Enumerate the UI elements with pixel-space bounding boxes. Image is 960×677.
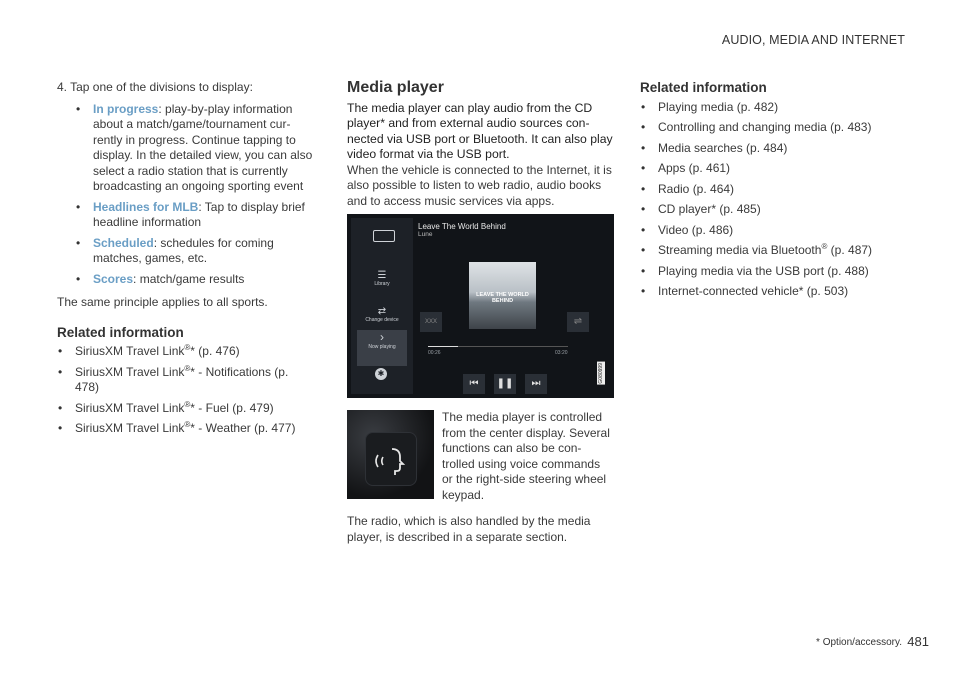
- related-list-right: [640, 100, 902, 300]
- link-page: (p. 487): [827, 243, 873, 257]
- sidebar-now-playing: [357, 330, 407, 366]
- repeat-button-box: [420, 312, 442, 332]
- division-item: [75, 200, 315, 231]
- next-icon: ⏭: [531, 378, 541, 389]
- column-left: [57, 80, 315, 442]
- related-link[interactable]: [640, 243, 902, 259]
- screen-sidebar: [351, 218, 413, 394]
- link-text: Internet-connected vehicle* (p. 503): [658, 284, 849, 298]
- repeat-icon: XXX: [424, 319, 437, 325]
- link-page: * (p. 476): [190, 344, 240, 358]
- link-text: SiriusXM Travel Link: [75, 400, 185, 415]
- same-principle-text: The same principle applies to all sports.: [57, 295, 268, 309]
- sidebar-library: [357, 270, 407, 306]
- column-right: [640, 80, 902, 305]
- division-list: [57, 102, 315, 288]
- division-item: [75, 272, 315, 288]
- sidebar-label: Library: [374, 281, 390, 287]
- registered-mark: ®: [184, 420, 191, 429]
- related-link[interactable]: [57, 344, 315, 360]
- division-term: In progress: [93, 101, 159, 116]
- division-term: Headlines for MLB: [93, 199, 199, 214]
- shuffle-button-box: [567, 312, 589, 332]
- shuffle-icon: ⇌: [573, 316, 583, 327]
- link-text: CD player* (p. 485): [658, 202, 761, 216]
- track-title: Leave The World Behind: [418, 222, 506, 231]
- lead-paragraph: The media player can play audio from the CD player* and from external audio sources con-nected via USB port or Bluetooth. It can also play video format via the USB port.: [347, 100, 613, 161]
- division-item: [75, 236, 315, 267]
- division-text: : play-by-play information about a match/game/tournament cur-rently in progress. Continue tapping to display. In the detailed view, you can also select a radio station that is currently broadcasting an ongoing sporting event: [93, 101, 313, 193]
- related-heading-right: Related information: [640, 80, 767, 95]
- related-link[interactable]: [640, 161, 902, 177]
- album-text: LEAVE THE WORLD BEHIND: [476, 292, 529, 304]
- link-text: Streaming media via Bluetooth: [658, 243, 822, 257]
- track-info: [418, 222, 506, 238]
- division-term: Scheduled: [93, 235, 154, 250]
- link-page: * - Fuel (p. 479): [190, 400, 274, 415]
- list-icon: ☰: [377, 270, 387, 281]
- usb-icon: [373, 230, 395, 242]
- chevron-right-icon: ›: [380, 330, 384, 344]
- voice-paragraph: The media player is controlled from the center display. Several functions can also be con-trolled using voice commands or the right-side steering wheel keypad.: [442, 410, 610, 502]
- related-link[interactable]: [640, 141, 902, 157]
- sidebar-label: Change device: [365, 317, 399, 323]
- registered-mark: ®: [184, 363, 191, 373]
- link-text: Controlling and changing media (p. 483): [658, 120, 872, 134]
- link-text: Media searches (p. 484): [658, 140, 788, 155]
- bluetooth-icon: ✱: [375, 368, 387, 380]
- time-elapsed: 00:26: [428, 350, 441, 356]
- page-number: 481: [907, 634, 929, 649]
- internet-paragraph: When the vehicle is connected to the Internet, it is also possible to listen to web radio, audio books and to access music services via apps.: [347, 162, 612, 208]
- related-link[interactable]: [640, 264, 902, 280]
- related-link[interactable]: [640, 223, 902, 239]
- time-total: 03:20: [555, 350, 568, 356]
- section-title: AUDIO, MEDIA AND INTERNET: [721, 33, 905, 47]
- related-link[interactable]: [640, 182, 902, 198]
- link-text: SiriusXM Travel Link: [75, 421, 185, 435]
- album-art: [469, 262, 536, 329]
- link-text: Apps (p. 461): [658, 161, 731, 175]
- track-artist: Lune: [418, 231, 433, 238]
- related-heading-left: Related information: [57, 324, 184, 340]
- voice-button-photo: [347, 410, 434, 499]
- progress-fill: [428, 346, 458, 347]
- related-link[interactable]: [640, 100, 902, 116]
- voice-button: [365, 432, 417, 486]
- column-middle: [347, 80, 613, 215]
- link-text: Playing media via the USB port (p. 488): [658, 263, 869, 278]
- swap-icon: ⇄: [377, 306, 387, 317]
- registered-mark: ®: [184, 343, 191, 352]
- link-text: Video (p. 486): [658, 222, 734, 237]
- division-text: : schedules for coming matches, games, etc.: [93, 235, 274, 265]
- next-button: [525, 374, 547, 394]
- step-4: 4. Tap one of the divisions to display:: [57, 80, 253, 94]
- related-link[interactable]: [640, 120, 902, 136]
- related-link[interactable]: [57, 421, 315, 437]
- pause-icon: ❚❚: [496, 378, 514, 389]
- option-footnote: * Option/accessory.: [816, 637, 902, 648]
- registered-mark: ®: [821, 242, 828, 251]
- previous-icon: ⏮: [469, 378, 479, 389]
- sidebar-label: Now playing: [368, 344, 396, 350]
- link-text: Playing media (p. 482): [658, 99, 779, 114]
- image-code: G080999: [598, 363, 604, 384]
- link-text: SiriusXM Travel Link: [75, 364, 185, 379]
- related-link[interactable]: [640, 284, 902, 300]
- registered-mark: ®: [184, 399, 191, 409]
- related-list-left: [57, 344, 315, 437]
- previous-button: [463, 374, 485, 394]
- media-player-heading: Media player: [347, 79, 444, 96]
- radio-paragraph: The radio, which is also handled by the media player, is described in a separate section.: [347, 514, 591, 544]
- division-item: [75, 102, 315, 195]
- link-text: SiriusXM Travel Link: [75, 344, 185, 358]
- link-page: * - Notifications (p. 478): [75, 364, 289, 394]
- voice-control-icon: [366, 433, 416, 485]
- division-term: Scores: [93, 271, 134, 286]
- division-text: : match/game results: [133, 271, 245, 286]
- link-page: * - Weather (p. 477): [190, 421, 296, 435]
- related-link[interactable]: [57, 365, 315, 396]
- related-link[interactable]: [640, 202, 902, 218]
- related-link[interactable]: [57, 401, 315, 417]
- link-text: Radio (p. 464): [658, 181, 735, 196]
- division-text: : Tap to display brief headline information: [93, 199, 305, 229]
- pause-button: [494, 374, 516, 394]
